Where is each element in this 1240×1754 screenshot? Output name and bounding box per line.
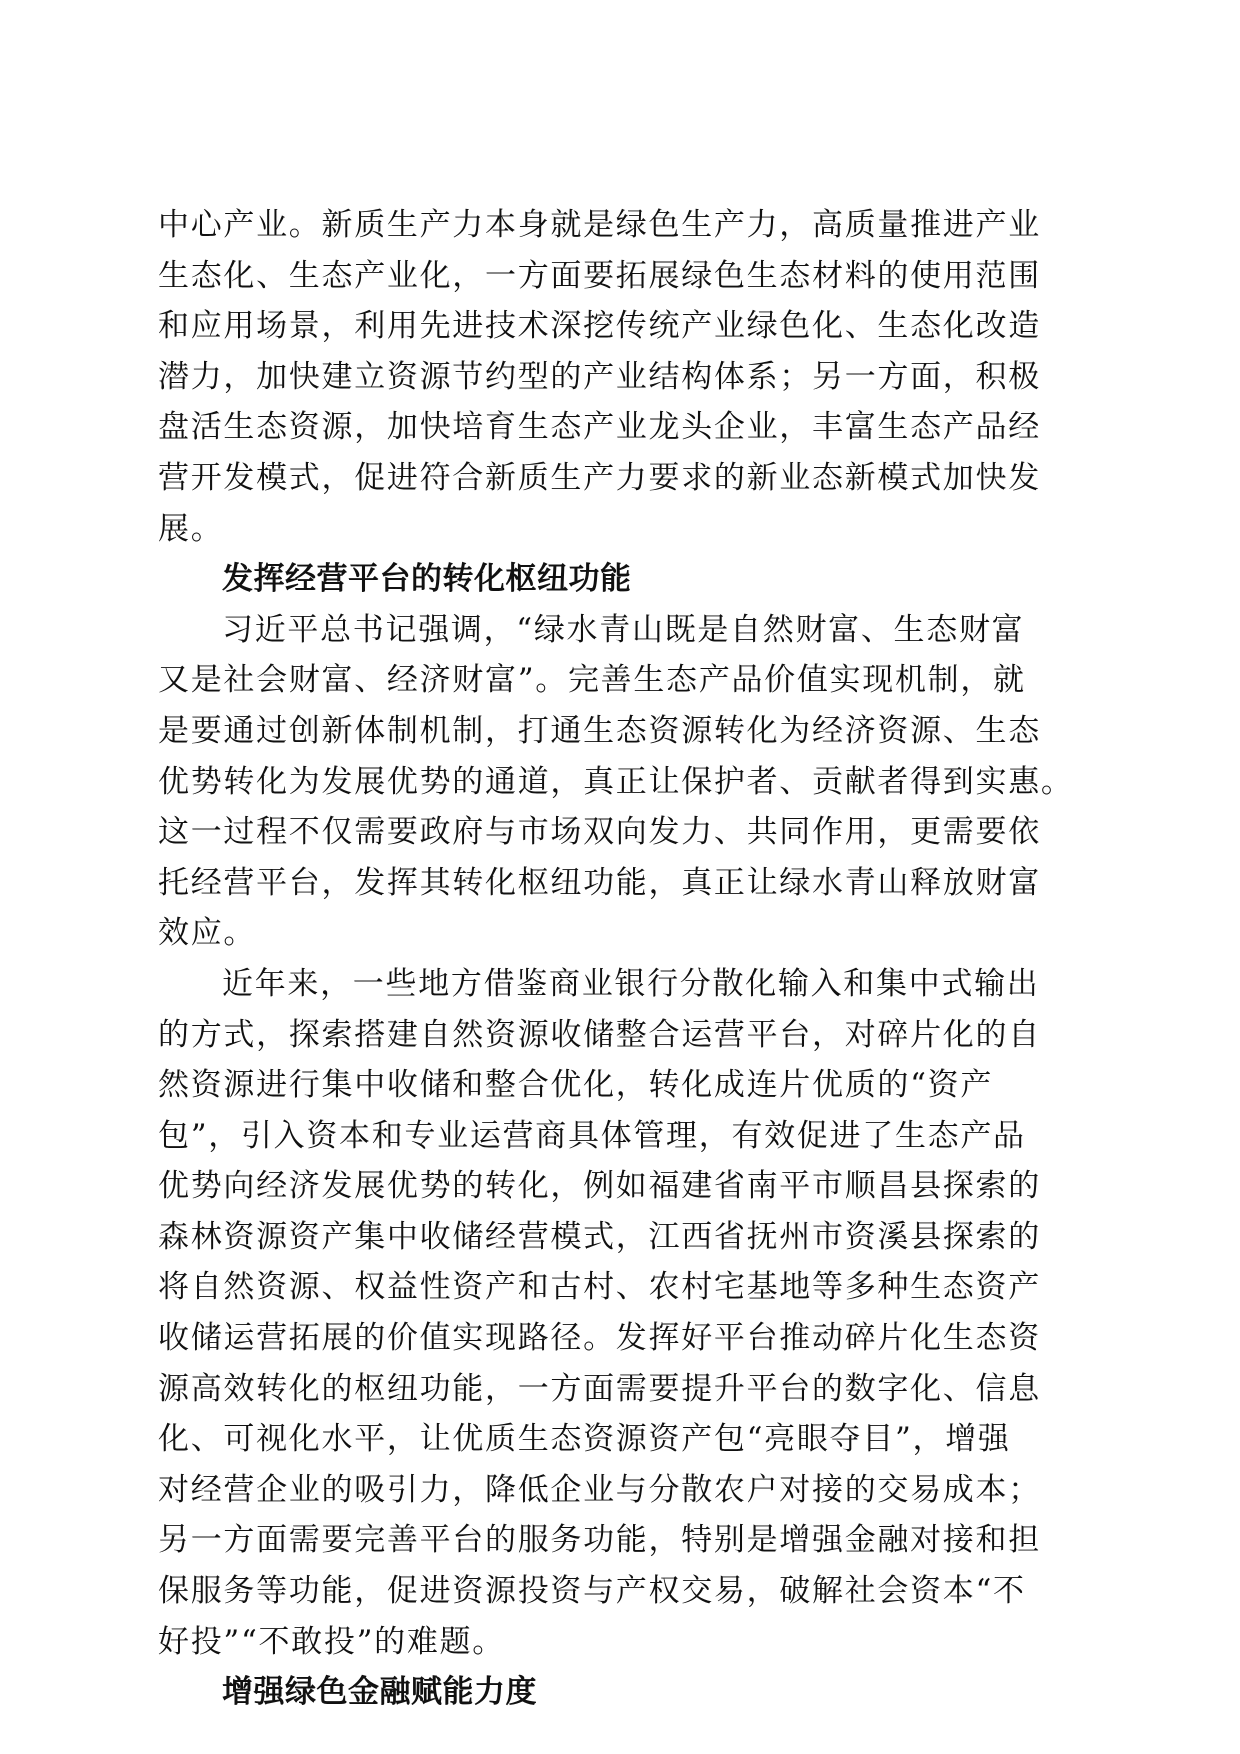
text-line: 将自然资源、权益性资产和古村、农村宅基地等多种生态资产 xyxy=(158,1269,1041,1306)
text-line: 森林资源资产集中收储经营模式，江西省抚州市资溪县探索的 xyxy=(158,1218,1041,1255)
paragraph xyxy=(158,959,1098,1667)
text-line: 优势向经济发展优势的转化，例如福建省南平市顺昌县探索的 xyxy=(158,1168,1041,1205)
text-line: 和应用场景，利用先进技术深挖传统产业绿色化、生态化改造 xyxy=(158,308,1041,345)
text-line: 好投”“不敢投”的难题。 xyxy=(158,1623,505,1660)
text-line: 托经营平台，发挥其转化枢纽功能，真正让绿水青山释放财富 xyxy=(158,864,1041,901)
text-line: 然资源进行集中收储和整合优化，转化成连片优质的“资产 xyxy=(158,1067,994,1104)
text-line: 这一过程不仅需要政府与市场双向发力、共同作用，更需要依 xyxy=(158,814,1041,851)
text-line: 潜力，加快建立资源节约型的产业结构体系；另一方面，积极 xyxy=(158,358,1041,395)
text-line: 又是社会财富、经济财富”。完善生态产品价值实现机制，就 xyxy=(158,662,1026,699)
text-line: 中心产业。新质生产力本身就是绿色生产力，高质量推进产业 xyxy=(158,207,1041,243)
text-line: 效应。 xyxy=(158,915,257,952)
text-line: 另一方面需要完善平台的服务功能，特别是增强金融对接和担 xyxy=(158,1522,1041,1559)
section-heading: 发挥经营平台的转化枢纽功能 xyxy=(222,561,632,598)
article-body xyxy=(158,200,1098,1718)
text-line: 生态化、生态产业化，一方面要拓展绿色生态材料的使用范围 xyxy=(158,257,1041,294)
paragraph-continuation xyxy=(158,200,1098,554)
text-line: 的方式，探索搭建自然资源收储整合运营平台，对碎片化的自 xyxy=(158,1016,1041,1053)
text-line: 保服务等功能，促进资源投资与产权交易，破解社会资本“不 xyxy=(158,1573,1026,1610)
text-line: 习近平总书记强调，“绿水青山既是自然财富、生态财富 xyxy=(222,611,1025,648)
text-line: 对经营企业的吸引力，降低企业与分散农户对接的交易成本； xyxy=(158,1471,1041,1508)
text-line: 盘活生态资源，加快培育生态产业龙头企业，丰富生态产品经 xyxy=(158,409,1041,446)
text-line: 包”，引入资本和专业运营商具体管理，有效促进了生态产品 xyxy=(158,1117,1026,1154)
text-line: 近年来，一些地方借鉴商业银行分散化输入和集中式输出 xyxy=(222,965,1040,1002)
text-line: 源高效转化的枢纽功能，一方面需要提升平台的数字化、信息 xyxy=(158,1370,1041,1407)
text-line: 展。 xyxy=(158,510,224,547)
text-line: 收储运营拓展的价值实现路径。发挥好平台推动碎片化生态资 xyxy=(158,1320,1041,1357)
text-line: 化、可视化水平，让优质生态资源资产包“亮眼夺目”，增强 xyxy=(158,1421,1011,1458)
text-line: 营开发模式，促进符合新质生产力要求的新业态新模式加快发 xyxy=(158,459,1041,496)
text-line: 优势转化为发展优势的通道，真正让保护者、贡献者得到实惠。 xyxy=(158,763,1074,800)
text-line: 是要通过创新体制机制，打通生态资源转化为经济资源、生态 xyxy=(158,712,1041,749)
paragraph xyxy=(158,605,1098,959)
section-heading: 增强绿色金融赋能力度 xyxy=(222,1674,537,1711)
